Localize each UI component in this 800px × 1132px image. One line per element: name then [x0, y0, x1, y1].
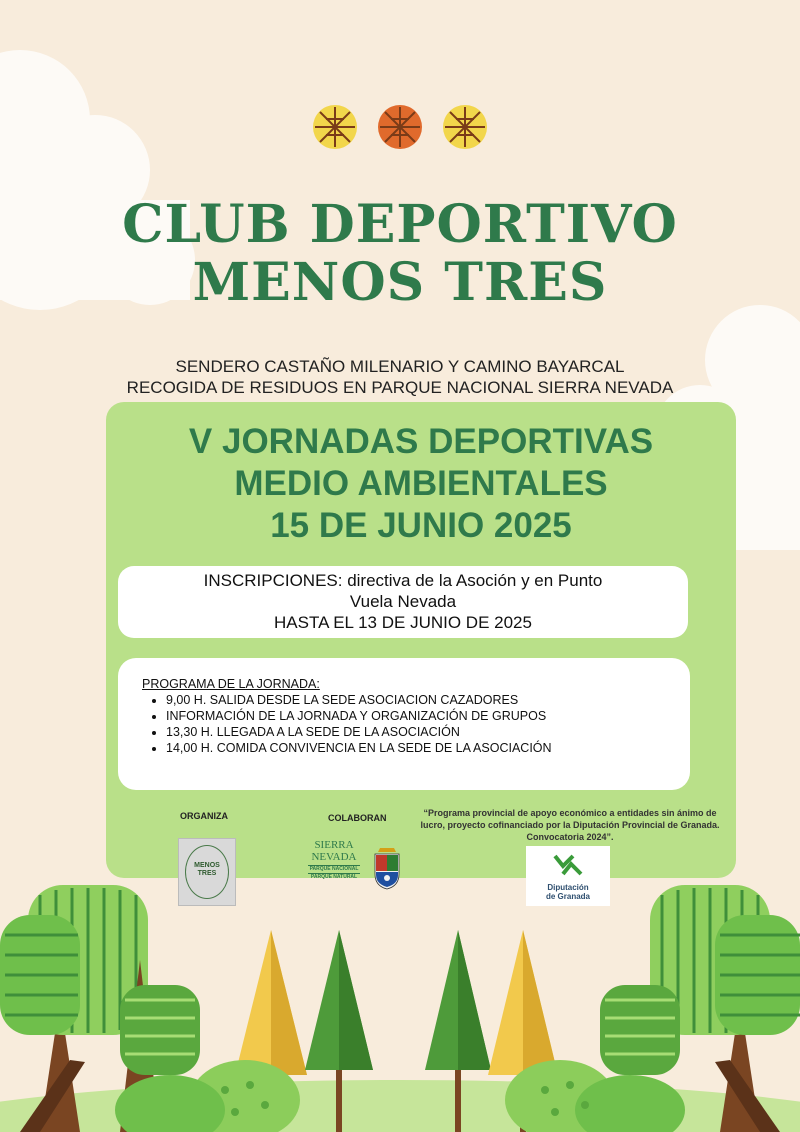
inscripciones-box [118, 566, 688, 638]
sierra-line1: SIERRA [314, 839, 354, 851]
event-title-line2: MEDIO AMBIENTALES [234, 464, 608, 503]
coat-of-arms-icon [372, 846, 402, 890]
club-logo [178, 838, 236, 906]
list-item: • 14,00 H. COMIDA CONVIVENCIA EN LA SEDE DE LA ASOCIACIÓN [166, 740, 690, 756]
organiza-label: ORGANIZA [180, 811, 228, 821]
list-item: • 13,30 H. LLEGADA A LA SEDE DE LA ASOCIACIÓN [166, 724, 690, 740]
subtitle-line2: RECOGIDA DE RESIDUOS EN PARQUE NACIONAL SIERRA NEVADA [126, 378, 674, 397]
event-title [106, 421, 736, 547]
event-date: 15 DE JUNIO 2025 [270, 506, 572, 545]
inscripciones-line2: Vuela Nevada [349, 592, 457, 611]
diputacion-line2: de Granada [545, 892, 590, 901]
colaboran-label: COLABORAN [328, 813, 387, 823]
subtitle-line1: SENDERO CASTAÑO MILENARIO Y CAMINO BAYARCAL [175, 357, 625, 376]
club-logo-line2: TRES [197, 870, 217, 877]
sierra-nevada-logo [308, 840, 360, 894]
programa-list [142, 692, 690, 756]
list-item: • INFORMACIÓN DE LA JORNADA Y ORGANIZACIÓN DE GRUPOS [166, 708, 690, 724]
programa-box [118, 658, 690, 790]
leaf-orb-icon-center [378, 105, 422, 149]
club-logo-line1: MENOS [194, 862, 220, 869]
club-title-line2: MENOS TRES [192, 252, 608, 313]
sierra-line3: PARQUE NACIONAL [309, 866, 359, 872]
leaf-orb-icon-right [443, 105, 487, 149]
inscripciones-line1: INSCRIPCIONES: directiva de la Asoción y en Punto [203, 571, 603, 590]
programa-heading: PROGRAMA DE LA JORNADA: [142, 677, 320, 691]
diputacion-emblem-icon [551, 852, 585, 878]
subtitle [0, 356, 800, 398]
club-title [0, 196, 800, 312]
event-title-line1: V JORNADAS DEPORTIVAS [188, 422, 654, 461]
diputacion-line1: Diputación [547, 883, 589, 892]
club-title-line1: CLUB DEPORTIVO [122, 194, 678, 255]
sierra-line2: NEVADA [311, 851, 357, 863]
inscripciones-deadline: HASTA EL 13 DE JUNIO DE 2025 [274, 613, 532, 632]
disclaimer-text: “Programa provincial de apoyo económico a entidades sin ánimo de lucro, proyecto cofinanciado por la Diputación Provincial de Granada. Convocatoria 2024”. [420, 808, 720, 842]
leaf-orb-icon-left [313, 105, 357, 149]
diputacion-logo [526, 846, 610, 906]
sierra-line4: PARQUE NATURAL [308, 873, 360, 881]
list-item: • 9,00 H. SALIDA DESDE LA SEDE ASOCIACION CAZADORES [166, 692, 690, 708]
